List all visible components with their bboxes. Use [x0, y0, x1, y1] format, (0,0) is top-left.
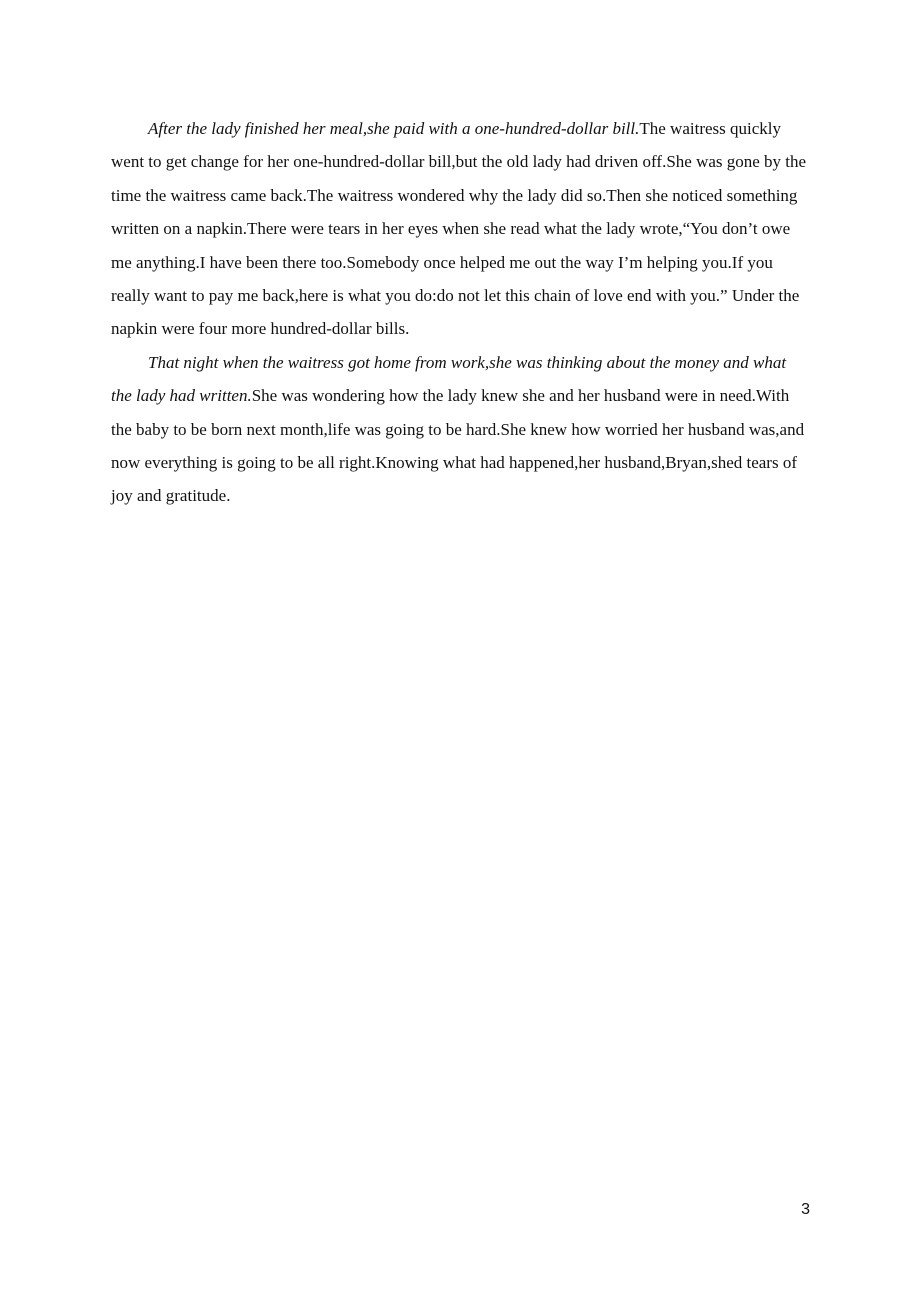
paragraph-2-lead: That night when the waitress got home from work,she was thinking about the money and what the lady had written. [111, 352, 787, 406]
paragraph-1-lead: After the lady finished her meal,she paid with a one-hundred-dollar bill. [148, 119, 640, 138]
paragraph-1-body: The waitress quickly went to get change for her one-hundred-dollar bill,but the old lady had driven off.She was gone by the time the waitress came back.The waitress wondered why the lady did so.Then she noticed something written on a napkin.There were tears in her eyes when she read what the lady wrote,“You don’t owe me anything.I have been there too.Somebody once helped me out the way I’m helping you.If you really want to pay me back,here is what you do:do not let this chain of love end with you.” Under the napkin were four more hundred-dollar bills. [111, 119, 807, 339]
body-text [111, 112, 809, 513]
page-number: 3 [801, 1201, 810, 1218]
paragraph-2 [111, 346, 809, 513]
paragraph-2-body: She was wondering how the lady knew she and her husband were in need.With the baby to be born next month,life was going to be hard.She knew how worried her husband was,and now everything is going to be all right.Knowing what had happened,her husband,Bryan,shed tears of joy and gratitude. [111, 386, 805, 506]
paragraph-1 [111, 112, 809, 346]
